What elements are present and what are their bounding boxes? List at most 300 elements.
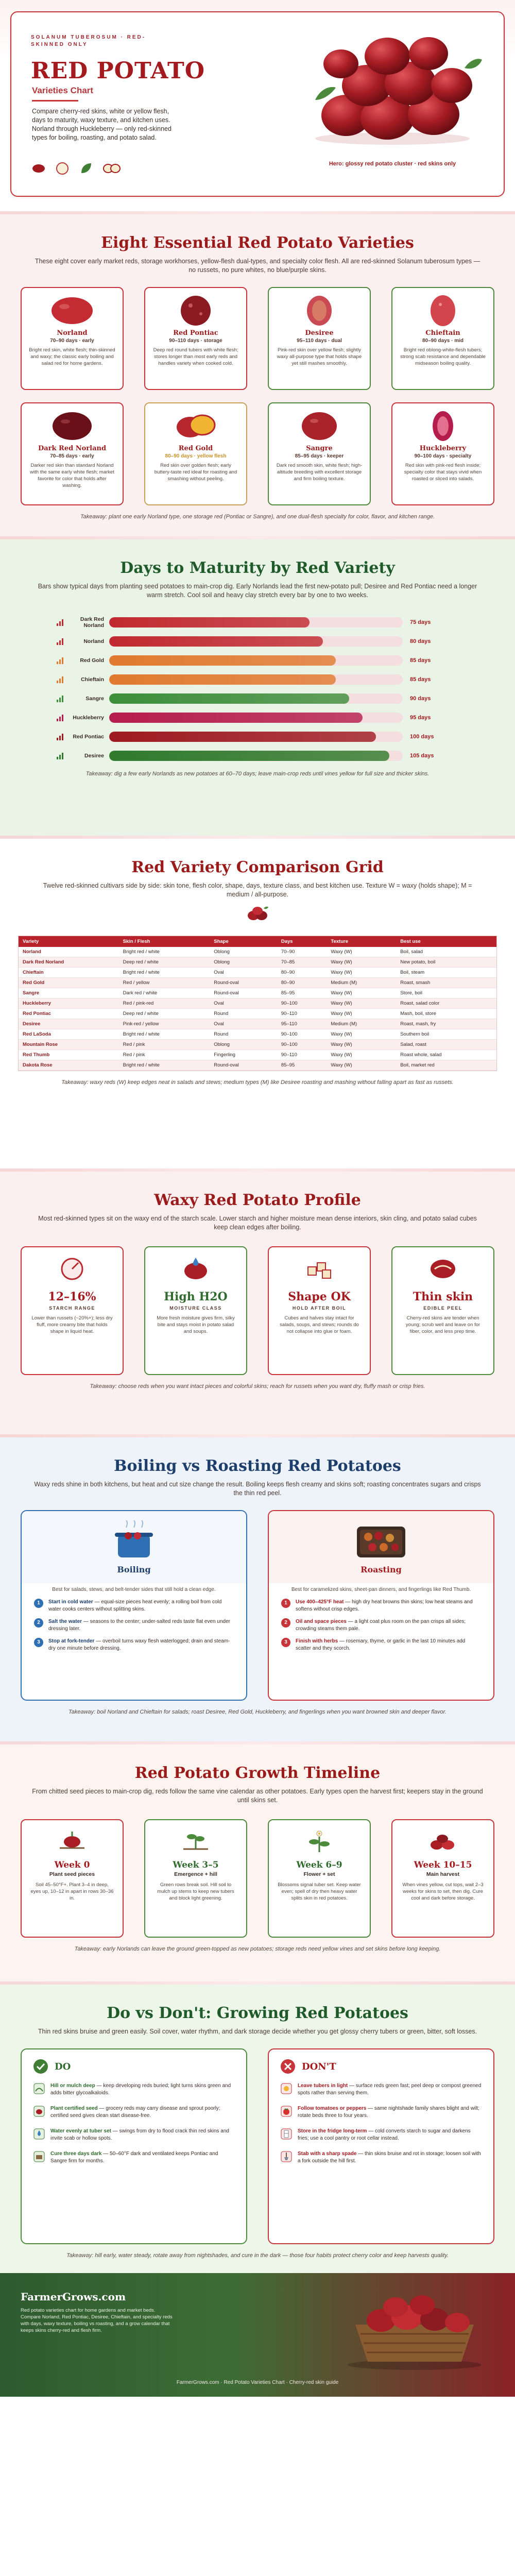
table-cell: 70–85: [277, 957, 327, 968]
stat-description: Cubes and halves stay intact for salads, soups, and stews; rounds do not collapse into glue or foam.: [280, 1315, 359, 1334]
red-pontiac-potato-icon: [173, 293, 219, 326]
bar-label: Dark Red Norland: [80, 616, 104, 629]
table-cell: Sangre: [19, 988, 119, 998]
table-cell: Round: [210, 1029, 277, 1040]
table-cell: Desiree: [19, 1019, 119, 1029]
table-row: [19, 1009, 496, 1019]
boiling-description: Best for salads, stews, and belt-tender sides that still hold a clean edge.: [52, 1587, 216, 1592]
table-cell: Medium (M): [327, 978, 396, 988]
do-dont-takeaway: Takeaway: hill early, water steady, rotate away from nightshades, and cure in the dark — those four habits protect cherry color and keep harvests quality.: [66, 2252, 449, 2259]
table-cell: 90–100: [277, 1040, 327, 1050]
variety-card: [391, 402, 494, 505]
stat-caption: MOISTURE CLASS: [169, 1306, 222, 1311]
timeline-stage: Main harvest: [426, 1871, 460, 1877]
roasting-title: Roasting: [360, 1564, 402, 1574]
step-text: Start in cold water — equal-size pieces heat evenly; a rolling boil from cold water cooks centers without splitting skins.: [48, 1599, 222, 1612]
timeline-takeaway: Takeaway: early Norlands can leave the ground green-topped as new potatoes; storage reds need yellow vines and set skins before long keeping.: [74, 1946, 441, 1952]
bar: [109, 732, 376, 742]
table-cell: Mash, boil, store: [396, 1009, 496, 1019]
varieties-section: [0, 214, 515, 536]
variety-name: Huckleberry: [419, 445, 467, 452]
bar-chart-icon: [57, 714, 68, 721]
table-row: [19, 1060, 496, 1071]
roasting-description: Best for caramelized skins, sheet-pan dinners, and fingerlings like Red Thumb.: [291, 1587, 471, 1592]
table-cell: Waxy (W): [327, 998, 396, 1009]
step-text: Salt the water — seasons to the center; under-salted reds taste flat even under dressing later.: [48, 1619, 230, 1632]
variety-card: [144, 402, 247, 505]
bar: [109, 693, 349, 704]
table-cell: 70–90: [277, 947, 327, 957]
stat-caption: HOLD AFTER BOIL: [292, 1306, 347, 1311]
table-cell: Waxy (W): [327, 1060, 396, 1071]
methods-section: [0, 1437, 515, 1741]
table-cell: Deep red / white: [119, 1009, 210, 1019]
variety-meta: 90–110 days · storage: [169, 338, 222, 344]
table-row: [19, 1029, 496, 1040]
bar-row: [57, 691, 458, 705]
table-cell: Boil, steam: [396, 968, 496, 978]
timeline-stage: Flower + set: [303, 1871, 335, 1877]
footer-note: FarmerGrows.com · Red Potato Varieties Chart · Cherry-red skin guide: [176, 2380, 339, 2385]
comparison-section: [0, 839, 515, 1168]
table-row: [19, 1019, 496, 1029]
variety-meta: 70–90 days · early: [50, 338, 94, 344]
bar-chart-icon: [57, 638, 68, 645]
hero-section: [0, 0, 515, 211]
bar-label: Red Pontiac: [73, 733, 104, 740]
table-cell: Red Pontiac: [19, 1009, 119, 1019]
bar-label: Red Gold: [80, 657, 104, 664]
timeline-description: When vines yellow, cut tops, wait 2–3 weeks for skins to set, then dig. Cure cool and dark before storage.: [402, 1882, 484, 1901]
bar-track: [109, 674, 403, 685]
variety-name: Chieftain: [425, 329, 460, 337]
do-item: Plant certified seed — grocery reds may carry disease and sprout poorly; certified seed gives clean start disease-free.: [33, 2105, 235, 2120]
table-cell: Round: [210, 1009, 277, 1019]
comparison-title: Red Variety Comparison Grid: [131, 858, 384, 876]
hero-lead: Compare cherry-red skins, white or yellow flesh, days to maturity, waxy texture, and kitchen uses. Norland through Huckleberry — only red-skinned types for boiling, roasting, and potato salad.: [32, 108, 171, 141]
stat-value: High H2O: [164, 1290, 228, 1303]
table-cell: Round-oval: [210, 978, 277, 988]
stat-description: Cherry-red skins are tender when young; scrub well and leave on for fiber, color, and less prep time.: [405, 1315, 480, 1334]
table-cell: Waxy (W): [327, 1040, 396, 1050]
table-cell: 80–90: [277, 978, 327, 988]
table-row: [19, 947, 496, 957]
timeline-intro: From chitted seed pieces to main-crop dig, reds follow the same vine calendar as other potatoes. Early types open the harvest first; keepers stay in the ground until skins set.: [32, 1788, 483, 1804]
table-cell: Round-oval: [210, 988, 277, 998]
bar-value-label: 105 days: [410, 752, 434, 759]
variety-card: [21, 287, 124, 390]
do-dont-grid: [21, 2048, 494, 2244]
do-card: [21, 2048, 247, 2244]
bar-track: [109, 617, 403, 628]
table-cell: Oval: [210, 968, 277, 978]
bar: [109, 655, 336, 666]
starch-gauge-icon: [57, 1256, 88, 1281]
table-cell: Boil, salad: [396, 947, 496, 957]
footer: [0, 2273, 515, 2397]
table-cell: Boil, market red: [396, 1060, 496, 1071]
step-number: 2: [34, 1618, 43, 1628]
methods-takeaway: Takeaway: boil Norland and Chieftain for salads; roast Desiree, Red Gold, Huckleberry, and fingerlings when you want browned skin and deeper flavor.: [68, 1709, 447, 1715]
table-cell: Waxy (W): [327, 957, 396, 968]
huckleberry-potato-icon: [420, 409, 466, 442]
harvest-potatoes-icon: [427, 1827, 458, 1853]
step-number: 3: [281, 1638, 290, 1647]
timeline-description: Blossoms signal tuber set. Keep water even; spell of dry then heavy water splits skin in red potatoes.: [278, 1882, 361, 1901]
table-header-cell: Skin / Flesh: [119, 936, 210, 947]
table-cell: Red Thumb: [19, 1050, 119, 1060]
bar-value-label: 85 days: [410, 657, 431, 664]
table-cell: Roast, mash, fry: [396, 1019, 496, 1029]
fridge-icon: [280, 2128, 293, 2140]
sun-warning-icon: [280, 2082, 293, 2095]
table-body: [19, 947, 496, 1071]
variety-card: [144, 287, 247, 390]
bar-chart-icon: [57, 657, 68, 664]
stat-description: More fresh moisture gives firm, silky bite and stays moist in potato salad and soups.: [157, 1315, 235, 1334]
stat-card: [268, 1246, 371, 1375]
stat-caption: EDIBLE PEEL: [423, 1306, 462, 1311]
timeline-week: Week 6–9: [296, 1860, 342, 1870]
maturity-intro: Bars show typical days from planting seed potatoes to main-crop dig. Early Norlands lead the first new-potato pull; Desiree and Red Pontiac need a longer warm stretch. Cool soil and heavy clay stretch every bar by one to two weeks.: [38, 583, 477, 599]
table-cell: Red / pink-red: [119, 998, 210, 1009]
table-cell: Waxy (W): [327, 968, 396, 978]
maturity-bar-chart: [57, 615, 458, 762]
hero-card: [10, 11, 505, 197]
variety-description: Pink-red skin over yellow flesh; slightly waxy all-purpose type that holds shape yet still mashes smoothly.: [277, 347, 362, 366]
variety-card: [21, 402, 124, 505]
comparison-table-wrap: [18, 936, 497, 1071]
bar-track: [109, 751, 403, 761]
variety-name: Red Pontiac: [173, 329, 218, 337]
varieties-title: Eight Essential Red Potato Varieties: [101, 234, 414, 252]
boiling-step: [34, 1638, 234, 1652]
waxy-section: [0, 1172, 515, 1434]
roasting-card-header: [269, 1511, 493, 1583]
desiree-potato-icon: [296, 293, 342, 326]
waxy-takeaway: Takeaway: choose reds when you want intact pieces and colorful skins; reach for russets when you want dry, fluffy mash or crisp fries.: [90, 1383, 425, 1389]
potato-pile-icon: [246, 905, 269, 922]
bar-chart-icon: [57, 752, 68, 759]
variety-meta: 70–85 days · early: [50, 453, 94, 459]
table-cell: Salad, roast: [396, 1040, 496, 1050]
bar-chart-icon: [57, 733, 68, 740]
dont-item: Store in the fridge long-term — cold converts starch to sugar and darkens fries; use a cool pantry or root cellar instead.: [280, 2128, 482, 2142]
table-cell: Red Gold: [19, 978, 119, 988]
bar-track: [109, 636, 403, 647]
bar-label: Huckleberry: [73, 714, 104, 721]
red-potato-cluster-image: [300, 28, 485, 146]
variety-description: Dark red smooth skin, white flesh; high-altitude breeding with excellent storage and firm boiling texture.: [276, 463, 363, 482]
timeline-grid: [21, 1819, 494, 1938]
stat-value: Thin skin: [413, 1290, 473, 1303]
table-row: [19, 1040, 496, 1050]
roasting-step: [281, 1638, 481, 1652]
timeline-card: [268, 1819, 371, 1938]
variety-meta: 95–110 days · dual: [297, 338, 342, 344]
table-header-cell: Days: [277, 936, 327, 947]
water-drop-potato-icon: [180, 1256, 211, 1281]
table-cell: Bright red / white: [119, 1029, 210, 1040]
table-cell: Waxy (W): [327, 947, 396, 957]
variety-card: [391, 287, 494, 390]
table-cell: 90–110: [277, 1050, 327, 1060]
maturity-title: Days to Maturity by Red Variety: [120, 559, 395, 577]
bar-label: Norland: [83, 638, 104, 645]
timeline-card: [391, 1819, 494, 1938]
norland-potato-icon: [49, 293, 95, 326]
variety-name: Sangre: [306, 445, 333, 452]
timeline-card: [21, 1819, 124, 1938]
footer-text: Red potato varieties chart for home gardens and market beds. Compare Norland, Red Pontiac, Desiree, Chieftain, and specialty reds with days, waxy texture, boiling vs roasting, and a grow calendar that keeps skins cherry-red and flesh firm.: [21, 2308, 173, 2333]
bar-chart-icon: [57, 619, 68, 626]
timeline-week: Week 10–15: [414, 1860, 472, 1870]
dont-item: Leave tubers in light — surface reds green fast; peel deep or compost greened spots rather than serving them.: [280, 2082, 482, 2097]
varieties-intro: These eight cover early market reds, storage workhorses, yellow-flesh dual-types, and specialty color flesh. All are red-skinned Solanum tuberosum types — no russets, no pure whites, no blue/purple skins.: [35, 258, 480, 274]
table-cell: Chieftain: [19, 968, 119, 978]
table-cell: Oval: [210, 1019, 277, 1029]
table-cell: Oblong: [210, 947, 277, 957]
bar-label: Chieftain: [81, 676, 104, 683]
table-cell: 85–95: [277, 988, 327, 998]
table-row: [19, 988, 496, 998]
timeline-card: [144, 1819, 247, 1938]
boiling-title: Boiling: [117, 1564, 151, 1574]
do-dont-intro: Thin red skins bruise and green easily. Soil cover, water rhythm, and dark storage decide whether you get glossy cherry tubers or green, bitter, soft losses.: [38, 2028, 477, 2035]
varieties-takeaway: Takeaway: plant one early Norland type, one storage red (Pontiac or Sangre), and one dual-flesh specialty for color, flavor, and kitchen range.: [80, 514, 435, 520]
boiling-card: [21, 1510, 247, 1701]
hilling-icon: [33, 2082, 45, 2095]
variety-description: Red skin with pink-red flesh inside; specialty color that stays vivid when roasted or sliced into salads.: [404, 463, 482, 482]
table-row: [19, 968, 496, 978]
storage-crate-icon: [33, 2150, 45, 2163]
roasting-pan-icon: [353, 1520, 409, 1562]
bar-track: [109, 732, 403, 742]
bar-chart-icon: [57, 695, 68, 702]
stat-card: [391, 1246, 494, 1375]
table-cell: Bright red / white: [119, 968, 210, 978]
table-cell: Pink-red / yellow: [119, 1019, 210, 1029]
boiling-step: [34, 1599, 234, 1613]
variety-name: Desiree: [305, 329, 334, 337]
variety-card-grid: [21, 287, 494, 505]
table-cell: Dark red / white: [119, 988, 210, 998]
timeline-week: Week 0: [54, 1860, 90, 1870]
waxy-title: Waxy Red Potato Profile: [154, 1191, 361, 1209]
bar-label: Sangre: [85, 695, 104, 702]
bar-value-label: 80 days: [410, 638, 431, 645]
table-row: [19, 957, 496, 968]
footer-brand[interactable]: FarmerGrows.com: [21, 2291, 126, 2303]
bar-row: [57, 672, 458, 686]
boiling-card-header: [22, 1511, 246, 1583]
table-cell: 80–90: [277, 968, 327, 978]
stat-caption: STARCH RANGE: [49, 1306, 95, 1311]
checkmark-icon: [33, 2059, 48, 2074]
table-cell: Red / pink: [119, 1050, 210, 1060]
bar-row: [57, 710, 458, 724]
comparison-icon-wrap: [0, 905, 515, 924]
dont-card: [268, 2048, 494, 2244]
step-text: Finish with herbs — rosemary, thyme, or garlic in the last 10 minutes add scatter and they scorch.: [296, 1638, 466, 1651]
potato-cubes-icon: [304, 1256, 335, 1281]
table-cell: Norland: [19, 947, 119, 957]
dark-red-norland-potato-icon: [49, 409, 95, 442]
do-dont-section: [0, 1985, 515, 2273]
stat-card: [144, 1246, 247, 1375]
table-header-cell: Texture: [327, 936, 396, 947]
variety-card: [268, 287, 371, 390]
timeline-stage: Emergence + hill: [174, 1871, 217, 1877]
variety-description: Bright red oblong-white-flesh tubers; strong scab resistance and dependable midseason boiling quality.: [400, 347, 486, 366]
table-header-cell: Shape: [210, 936, 277, 947]
bar-chart-icon: [57, 676, 68, 683]
waxy-intro: Most red-skinned types sit on the waxy end of the starch scale. Lower starch and higher moisture mean dense interiors, skin cling, and potato salad cubes keep clean edges after boiling.: [38, 1215, 477, 1231]
variety-description: Darker red skin than standard Norland with the same early white flesh; market favorite for color that holds after washing.: [30, 463, 114, 488]
table-cell: Southern boil: [396, 1029, 496, 1040]
table-row: [19, 978, 496, 988]
step-text: Use 400–425°F heat — high dry heat browns thin skins; low heat steams and softens without crisp edges.: [296, 1599, 473, 1612]
step-number: 1: [34, 1599, 43, 1608]
do-item: Cure three days dark — 50–60°F dark and ventilated keeps Pontiac and Sangre firm for months.: [33, 2150, 235, 2165]
table-cell: Dark Red Norland: [19, 957, 119, 968]
table-header-row: [19, 936, 496, 947]
table-cell: Red LaSoda: [19, 1029, 119, 1040]
table-cell: Waxy (W): [327, 988, 396, 998]
table-cell: 95–110: [277, 1019, 327, 1029]
table-header-cell: Best use: [396, 936, 496, 947]
seed-piece-icon: [57, 1827, 88, 1853]
comparison-takeaway: Takeaway: waxy reds (W) keep edges neat in salads and stews; medium types (M) like Desiree roasting and mashing without falling apart as fast as russets.: [61, 1079, 454, 1086]
cross-icon: [280, 2059, 296, 2074]
bar: [109, 751, 389, 761]
spade-icon: [280, 2150, 293, 2163]
maturity-takeaway: Takeaway: dig a few early Norlands as new potatoes at 60–70 days; leave main-crop reds until vines yellow for full size and thicker skins.: [85, 771, 430, 777]
table-cell: 90–110: [277, 1009, 327, 1019]
flowering-plant-icon: [304, 1827, 335, 1853]
bar-row: [57, 615, 458, 629]
roasting-step: [281, 1618, 481, 1633]
table-cell: Round-oval: [210, 1060, 277, 1071]
step-number: 3: [34, 1638, 43, 1647]
potato-slice-icon: [56, 162, 69, 175]
table-cell: Oblong: [210, 957, 277, 968]
table-cell: Roast, salad color: [396, 998, 496, 1009]
boiling-pot-icon: [111, 1520, 157, 1562]
variety-description: Bright red skin, white flesh; thin-skinned and waxy; the classic early boiling and salad red for home gardens.: [29, 347, 115, 366]
step-text: Stop at fork-tender — overboil turns waxy flesh waterlogged; drain and steam-dry one minute before dressing.: [48, 1638, 230, 1651]
table-cell: Huckleberry: [19, 998, 119, 1009]
do-header: [33, 2059, 235, 2074]
table-cell: Waxy (W): [327, 1029, 396, 1040]
red-potato-icon: [32, 163, 45, 174]
sangre-potato-icon: [296, 409, 342, 442]
bar-label: Desiree: [84, 752, 104, 759]
page-title: RED POTATO: [31, 58, 205, 84]
watering-icon: [33, 2128, 45, 2140]
stat-value: Shape OK: [288, 1290, 351, 1303]
table-cell: 90–100: [277, 998, 327, 1009]
bar-value-label: 75 days: [410, 619, 431, 625]
seed-potato-icon: [33, 2105, 45, 2117]
waxy-stat-grid: [21, 1246, 494, 1375]
bar-row: [57, 653, 458, 667]
bar-row: [57, 749, 458, 762]
table-cell: 90–100: [277, 1029, 327, 1040]
timeline-description: Green rows break soil. Hill soil to mulch up stems to keep new tubers and block light greening.: [157, 1882, 234, 1901]
variety-meta: 80–90 days · yellow flesh: [165, 453, 227, 459]
table-cell: 85–95: [277, 1060, 327, 1071]
step-number: 1: [281, 1599, 290, 1608]
bar-value-label: 90 days: [410, 695, 431, 702]
bar-row: [57, 634, 458, 648]
bar-row: [57, 730, 458, 743]
stat-description: Lower than russets (~20%+); less dry fluff, more creamy bite that holds shape in liquid heat.: [31, 1315, 113, 1334]
potato-skin-icon: [427, 1256, 458, 1281]
table-cell: New potato, boil: [396, 957, 496, 968]
table-cell: Waxy (W): [327, 1050, 396, 1060]
potato-basket-image: [340, 2294, 489, 2371]
dont-header: [280, 2059, 482, 2074]
do-title: DO: [55, 2061, 71, 2072]
bar: [109, 617, 310, 628]
dont-item: Follow tomatoes or peppers — same nightshade family shares blight and wilt; rotate beds three to four years.: [280, 2105, 482, 2120]
potato-halves-icon: [103, 163, 121, 174]
title-rule: [32, 100, 78, 101]
variety-name: Dark Red Norland: [38, 445, 107, 452]
methods-grid: [21, 1510, 494, 1701]
bar: [109, 713, 363, 723]
timeline-section: [0, 1744, 515, 1981]
chieftain-potato-icon: [420, 293, 466, 326]
bar-value-label: 100 days: [410, 733, 434, 740]
table-row: [19, 998, 496, 1009]
bar: [109, 636, 323, 647]
do-item: Water evenly at tuber set — swings from dry to flood crack thin red skins and invite scab or hollow spots.: [33, 2128, 235, 2142]
maturity-section: [0, 539, 515, 836]
page-subtitle: Varieties Chart: [32, 86, 94, 95]
table-cell: Waxy (W): [327, 1009, 396, 1019]
bar-track: [109, 693, 403, 704]
table-cell: Deep red / white: [119, 957, 210, 968]
timeline-stage: Plant seed pieces: [49, 1871, 95, 1877]
timeline-description: Soil 45–50°F+. Plant 3–4 in deep, eyes up, 10–12 in apart in rows 30–36 in.: [30, 1882, 114, 1901]
table-cell: Roast, smash: [396, 978, 496, 988]
table-cell: Oblong: [210, 1040, 277, 1050]
bar: [109, 674, 336, 685]
hero-icon-row: [32, 162, 121, 175]
variety-meta: 90–100 days · specialty: [414, 453, 472, 459]
timeline-title: Red Potato Growth Timeline: [134, 1764, 381, 1782]
variety-meta: 85–95 days · keeper: [295, 453, 344, 459]
comparison-intro: Twelve red-skinned cultivars side by side: skin tone, flesh color, shape, days, texture class, and best kitchen use. Texture W = waxy (holds shape); M = medium / all-purpose.: [43, 882, 472, 898]
table-row: [19, 1050, 496, 1060]
timeline-week: Week 3–5: [173, 1860, 219, 1870]
tomato-icon: [280, 2105, 293, 2117]
variety-meta: 80–90 days · mid: [422, 338, 464, 344]
leaf-icon: [79, 162, 93, 175]
hero-caption: Hero: glossy red potato cluster · red skins only: [329, 161, 456, 167]
bar-value-label: 95 days: [410, 714, 431, 721]
table-cell: Red / yellow: [119, 978, 210, 988]
table-cell: Medium (M): [327, 1019, 396, 1029]
variety-card: [268, 402, 371, 505]
do-dont-title: Do vs Don't: Growing Red Potatoes: [107, 2004, 408, 2022]
dont-title: DON'T: [302, 2061, 336, 2072]
comparison-table: [19, 936, 496, 1071]
hero-eyebrow: SOLANUM TUBEROSUM · RED-SKINNED ONLY: [31, 35, 146, 47]
methods-title: Boiling vs Roasting Red Potatoes: [114, 1457, 401, 1475]
